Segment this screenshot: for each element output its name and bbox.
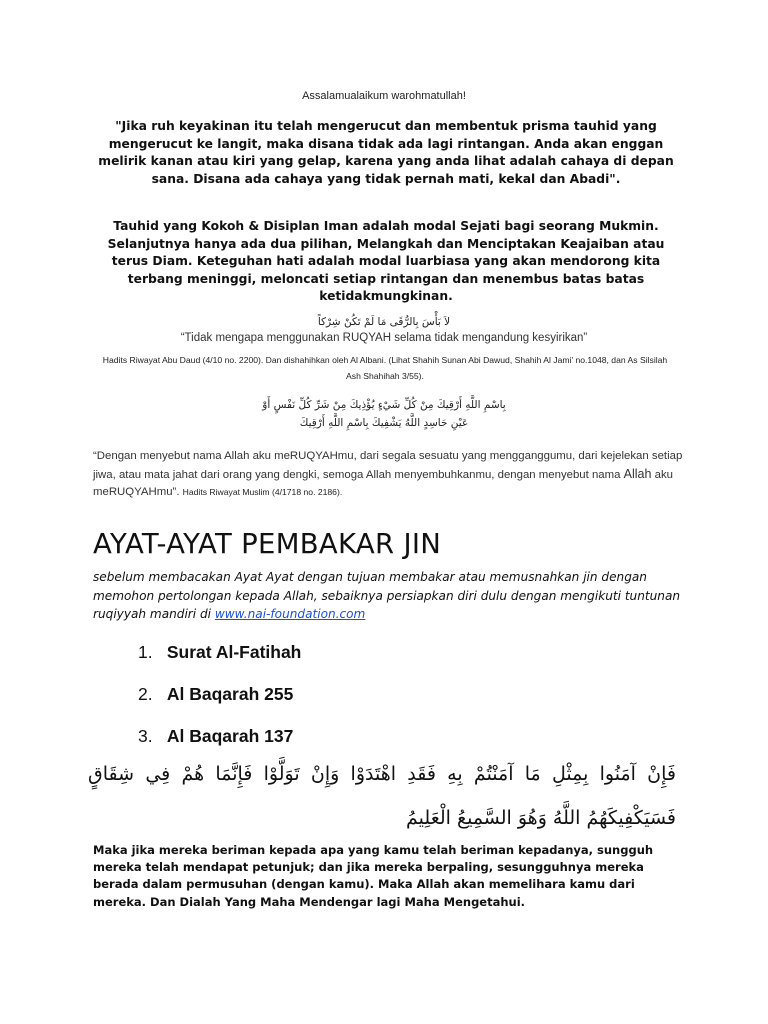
surah-list <box>138 640 301 766</box>
quote-paragraph-2: Tauhid yang Kokoh & Disiplan Iman adalah modal Sejati bagi seorang Mukmin. Selanjutnya hanya ada dua pilihan, Melangkah dan Menciptakan Keajaiban atau terus Diam. Keteguhan hati adalah modal luarbiasa yang akan mendorong kita terbang meninggi, meloncati setiap rintangan dan menembus batas batas ketidakmungkinan. <box>107 219 665 304</box>
hadith-2-translation-allah: Allah <box>623 466 652 481</box>
hadith-2-arabic <box>0 396 768 432</box>
hadith-2-translation-part-1: “Dengan menyebut nama Allah aku meRUQYAHmu, dari segala sesuatu yang mengganggumu, dari kejelekan setiap jiwa, atau mata jahat dari orang yang dengki, semoga Allah menyembuhkanmu, dengan menyebut nama <box>93 450 683 481</box>
hadith-1-arabic: لاَ بَأْسَ بِالرُّقَى مَا لَمْ تَكُنْ شِرْكاً <box>317 316 451 328</box>
hadith-1-source: Hadits Riwayat Abu Daud (4/10 no. 2200). Dan dishahihkan oleh Al Albani. (Lihat Shahih Sunan Abi Dawud, Shahih Al Jami' no.1048, dan As Silsilah Ash Shahihah 3/55). <box>102 355 668 381</box>
intro-text: sebelum membacakan Ayat Ayat dengan tujuan membakar atau memusnahkan jin dengan memohon pertolongan kepada Allah, sebaiknya persiapkan diri dulu dengan mengikuti tuntunan ruqiyyah mandiri di <box>93 570 681 622</box>
list-item-number: 2. <box>138 684 153 704</box>
quote-paragraph-1: "Jika ruh keyakinan itu telah mengerucut dan membentuk prisma tauhid yang mengerucut ke langit, maka disana tidak ada lagi rintangan. Anda akan enggan melirik kanan atau kiri yang gelap, karena yang anda lihat adalah cahaya di depan sana. Disana ada cahaya yang tidak pernah mati, kekal dan Abadi". <box>98 119 674 186</box>
hadith-2-arabic-line-2: عَيْنِ حَاسِدٍ اللَّهُ يَشْفِيكَ بِاسْمِ اللَّهِ أَرْقِيكَ <box>299 417 469 429</box>
list-item <box>138 640 301 682</box>
hadith-1-translation: “Tidak mengapa menggunakan RUQYAH selama tidak mengandung kesyirikan” <box>180 332 588 344</box>
hadith-2-translation <box>93 448 693 502</box>
greeting: Assalamualaikum warohmatullah! <box>302 90 466 102</box>
nai-foundation-link[interactable]: www.nai-foundation.com <box>214 607 366 622</box>
hadith-2-source: Hadits Riwayat Muslim (4/1718 no. 2186). <box>182 487 343 498</box>
list-item-number: 3. <box>138 726 153 746</box>
intro-paragraph <box>93 568 683 624</box>
list-item <box>138 682 301 724</box>
list-item-title: Al Baqarah 255 <box>166 684 294 704</box>
verse-arabic: فَإِنْ آمَنُوا بِمِثْلِ مَا آمَنْتُمْ بِهِ فَقَدِ اهْتَدَوْا وَإِنْ تَوَلَّوْا فَإِنَّمَا هُمْ فِي شِقَاقٍ فَسَيَكْفِيكَهُمُ اللَّهُ وَهُوَ السَّمِيعُ الْعَلِيمُ <box>88 763 676 829</box>
list-item-number: 1. <box>138 642 153 662</box>
hadith-2-arabic-line-1: بِاسْمِ اللَّهِ أَرْقِيكَ مِنْ كُلِّ شَيْءٍ يُؤْذِيكَ مِنْ شَرِّ كُلِّ نَفْسٍ أَوْ <box>262 399 506 411</box>
list-item-title: Al Baqarah 137 <box>166 726 294 746</box>
list-item-title: Surat Al-Fatihah <box>166 642 302 662</box>
section-heading: AYAT-AYAT PEMBAKAR JIN <box>93 528 442 560</box>
verse-meaning: Maka jika mereka beriman kepada apa yang kamu telah beriman kepadanya, sungguh mereka telah mendapat petunjuk; dan jika mereka berpaling, sesungguhnya mereka berada dalam permusuhan (dengan kamu). Maka Allah akan memelihara kamu dari mereka. Dan Dialah Yang Maha Mendengar lagi Maha Mengetahui. <box>93 843 654 909</box>
hadith-2-translation-part-2: aku meRUQYAHmu”. <box>93 468 673 499</box>
